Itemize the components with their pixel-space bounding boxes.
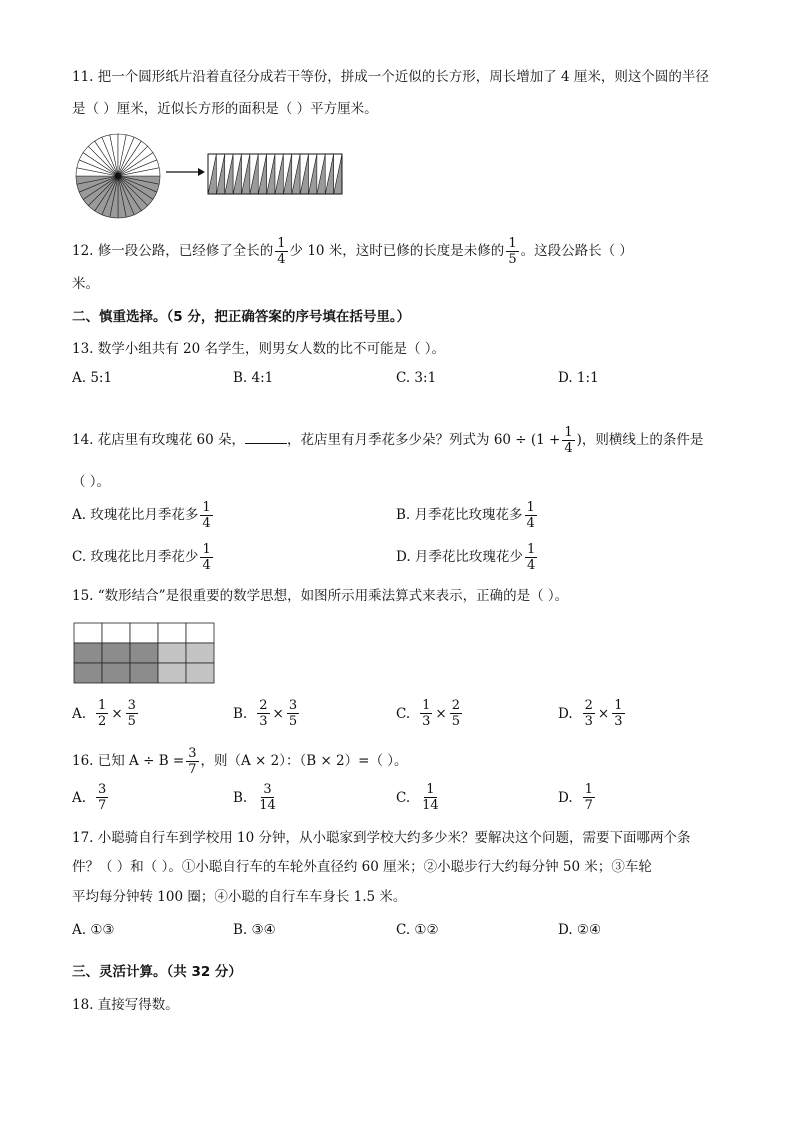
- q17-option-c[interactable]: C. ①②: [396, 922, 439, 938]
- q14-line2: （ ）。: [72, 474, 111, 490]
- circle-center: [115, 173, 121, 179]
- fraction: $\frac{1}{4}$: [277, 236, 286, 267]
- grid-cell: [74, 623, 102, 643]
- q14-option-a[interactable]: A. 玫瑰花比月季花多 $\frac{1}{4}$: [72, 500, 211, 531]
- q14-option-d[interactable]: D. 月季花比玫瑰花少 $\frac{1}{4}$: [396, 542, 536, 573]
- q15-option-c[interactable]: C. $\frac{1}{3}$ × $\frac{2}{5}$: [396, 698, 461, 729]
- grid-cell: [102, 663, 130, 683]
- q16-option-b[interactable]: B. $\frac{3}{14}$: [233, 782, 276, 813]
- grid-cell: [74, 643, 102, 663]
- q17-line2: 件？（ ）和（ ）。①小聪自行车的车轮外直径约 60 厘米；②小聪步行大约每分钟 50 米；③车轮: [72, 859, 652, 875]
- q17-option-a[interactable]: A. ①③: [72, 922, 115, 938]
- grid-cell: [186, 663, 214, 683]
- q17-line3: 平均每分钟转 100 圈；④小聪的自行车车身长 1.5 米。: [72, 889, 407, 905]
- q17-option-b[interactable]: B. ③④: [233, 922, 276, 938]
- q15-option-a[interactable]: A. $\frac{1}{2}$ × $\frac{3}{5}$: [72, 698, 136, 729]
- q18-stem: 18. 直接写得数。: [72, 997, 179, 1013]
- grid-cell: [158, 663, 186, 683]
- grid-cell: [186, 623, 214, 643]
- fraction: $\frac{1}{5}$: [508, 236, 517, 267]
- grid-cell: [158, 623, 186, 643]
- grid-cell: [102, 623, 130, 643]
- approx-rectangle: [208, 154, 342, 194]
- q15-stem: 15. “数形结合”是很重要的数学思想，如图所示用乘法算式来表示，正确的是（ ）。: [72, 588, 569, 604]
- grid-cell: [186, 643, 214, 663]
- grid-cell: [130, 663, 158, 683]
- q15-option-d[interactable]: D. $\frac{2}{3}$ × $\frac{1}{3}$: [558, 698, 623, 729]
- q13-stem: 13. 数学小组共有 20 名学生，则男女人数的比不可能是（ ）。: [72, 341, 446, 357]
- q12-line2: 米。: [72, 276, 99, 292]
- fraction: $\frac{1}{4}$: [564, 425, 573, 456]
- section3-title: 三、灵活计算。（共 32 分）: [72, 964, 242, 980]
- q16-stem: 16. 已知 A ÷ B = $\frac{3}{7}$ ，则（A × 2）：（B × 2）=（ ）。: [72, 746, 408, 777]
- q13-option-a[interactable]: A. 5:1: [72, 370, 113, 386]
- q16-option-a[interactable]: A. $\frac{3}{7}$: [72, 782, 107, 813]
- grid-cell: [74, 663, 102, 683]
- q11-line2: 是（ ）厘米，近似长方形的面积是（ ）平方厘米。: [72, 101, 378, 117]
- q13-option-b[interactable]: B. 4:1: [233, 370, 274, 386]
- q14-option-b[interactable]: B. 月季花比玫瑰花多 $\frac{1}{4}$: [396, 500, 535, 531]
- grid-cell: [158, 643, 186, 663]
- arrow-icon: [166, 168, 205, 176]
- grid-cell: [130, 623, 158, 643]
- grid-cell: [130, 643, 158, 663]
- q13-option-d[interactable]: D. 1:1: [558, 370, 599, 386]
- sectored-circle: [76, 134, 160, 218]
- grid-figure: [73, 622, 216, 684]
- q11-line1: 11. 把一个圆形纸片沿着直径分成若干等份，拼成一个近似的长方形，周长增加了 4 厘米，则这个圆的半径: [72, 69, 709, 85]
- circle-to-rectangle-figure: [74, 132, 349, 222]
- grid-cell: [102, 643, 130, 663]
- q16-option-d[interactable]: D. $\frac{1}{7}$: [558, 782, 593, 813]
- q16-option-c[interactable]: C. $\frac{1}{14}$: [396, 782, 439, 813]
- q17-option-d[interactable]: D. ②④: [558, 922, 602, 938]
- q13-option-c[interactable]: C. 3:1: [396, 370, 437, 386]
- q12-line1: 12. 修一段公路，已经修了全长的 $\frac{1}{4}$ 少 10 米，这时已修的长度是未修的 $\frac{1}{5}$ 。这段公路长（ ）: [72, 236, 633, 267]
- q14-line1: 14. 花店里有玫瑰花 60 朵， ，花店里有月季花多少朵？列式为 60 ÷ (1 + $\frac{1}{4}$ )，则横线上的条件是: [72, 425, 704, 456]
- q17-line1: 17. 小聪骑自行车到学校用 10 分钟，从小聪家到学校大约多少米？要解决这个问题，需要下面哪两个条: [72, 830, 691, 846]
- q14-option-c[interactable]: C. 玫瑰花比月季花少 $\frac{1}{4}$: [72, 542, 211, 573]
- fill-blank: [245, 429, 287, 444]
- section2-title: 二、慎重选择。（5 分，把正确答案的序号填在括号里。）: [72, 309, 411, 325]
- q15-option-b[interactable]: B. $\frac{2}{3}$ × $\frac{3}{5}$: [233, 698, 298, 729]
